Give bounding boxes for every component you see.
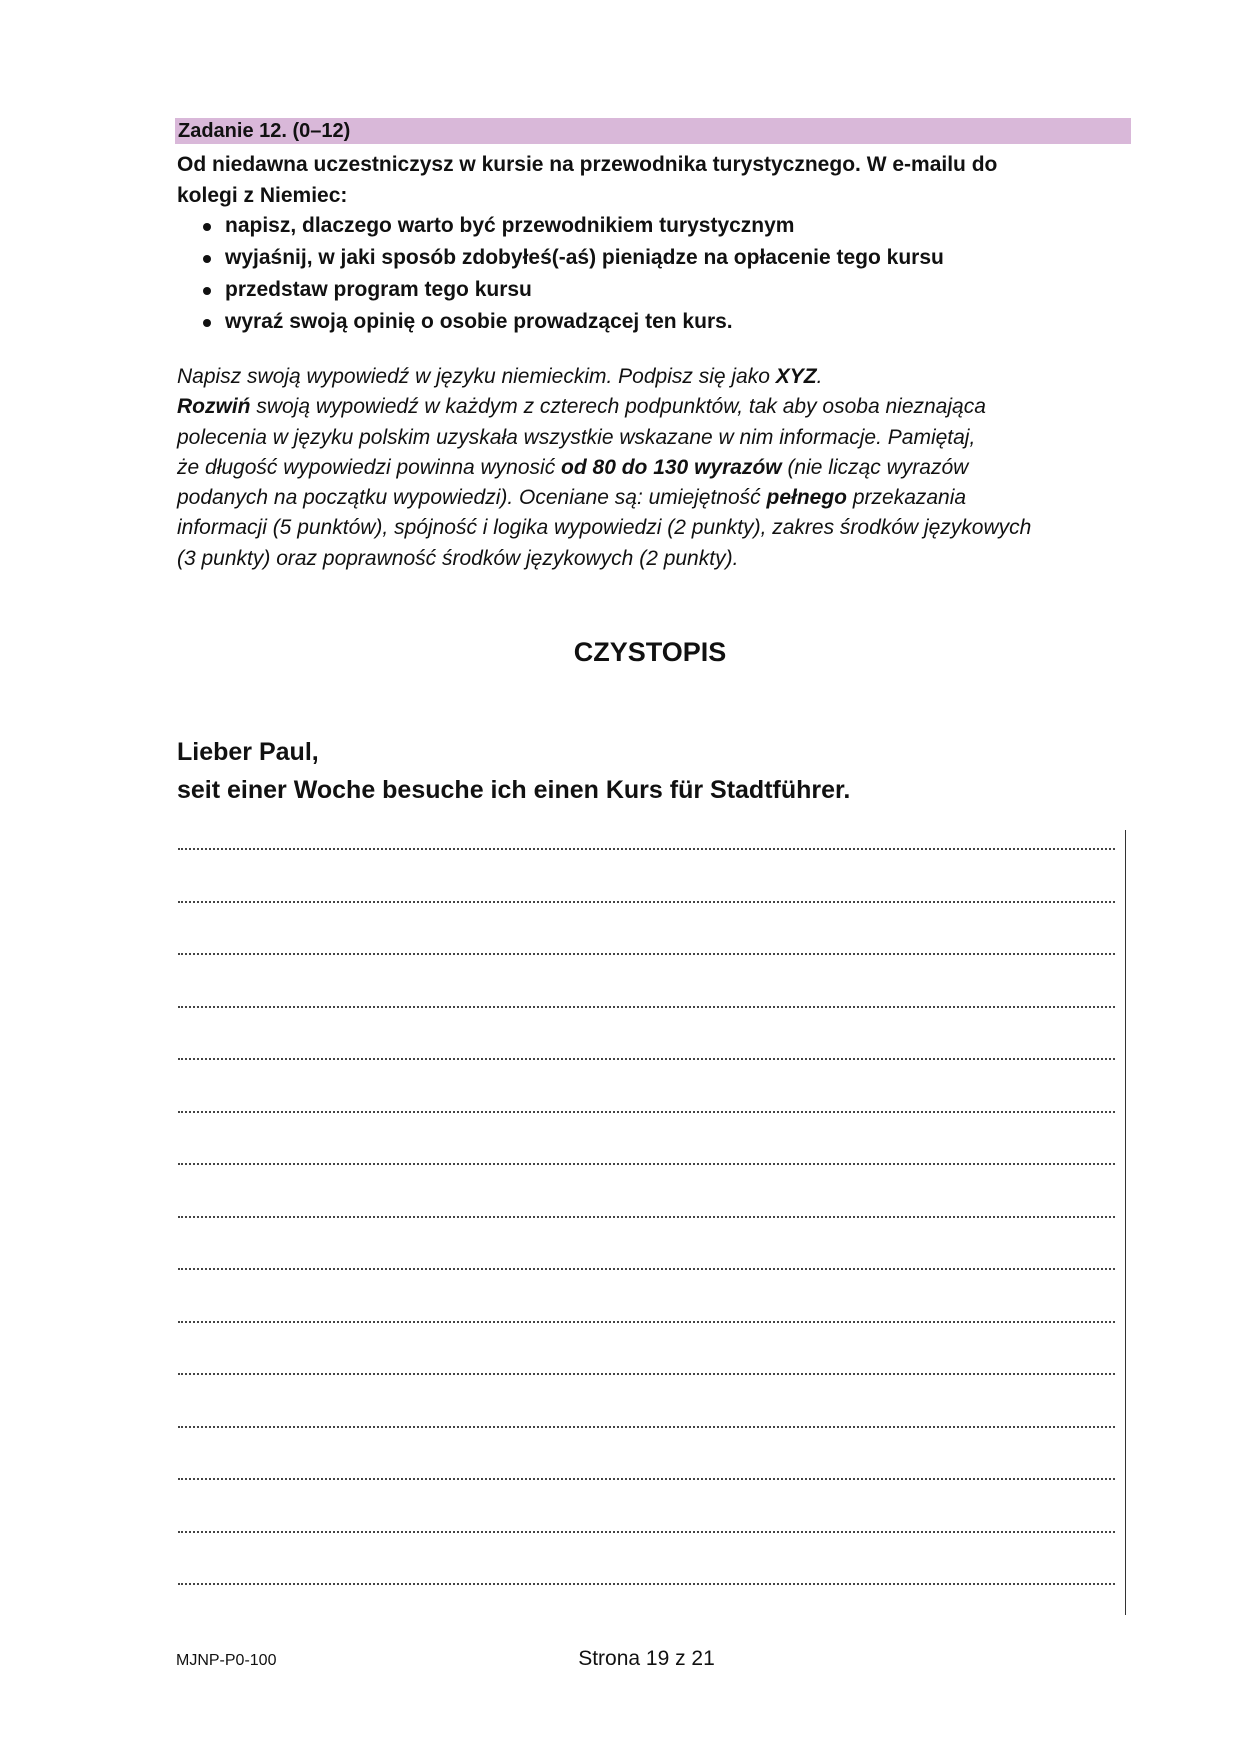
instructions-emphasis: Rozwiń [177,395,251,419]
instructions-text: swoją wypowiedź w każdym z czterech podpunktów, tak aby osoba nieznająca [250,395,986,419]
answer-line[interactable] [178,1163,1115,1165]
instructions-line: (3 punkty) oraz poprawność środków językowych (2 punkty). [177,546,739,570]
task-bullet-item [177,306,1127,338]
answer-line[interactable] [178,1111,1115,1113]
task-bullet-list [177,210,1127,338]
task-intro-line-1: Od niedawna uczestniczysz w kursie na przewodnika turystycznego. W e-mailu do [177,153,998,176]
task-bullet-item [177,274,1127,306]
task-intro [177,149,1127,211]
answer-line[interactable] [178,1531,1115,1533]
bullet-dot-icon [203,255,211,263]
instructions-line [177,392,1137,422]
bullet-dot-icon [203,223,211,231]
instructions-paragraph [177,362,1137,574]
instructions-line: polecenia w języku polskim uzyskała wszystkie wskazane w nim informacje. Pamiętaj, [177,425,976,449]
task-bullet-text: napisz, dlaczego warto być przewodnikiem turystycznym [225,214,795,237]
task-bullet-text: wyraź swoją opinię o osobie prowadzącej ten kurs. [225,310,733,333]
instructions-text: przekazania [847,486,967,510]
answer-line[interactable] [178,1216,1115,1218]
signature-code: XYZ [775,365,817,388]
margin-divider [1125,830,1126,1615]
answer-line[interactable] [178,1058,1115,1060]
letter-opening [177,733,1137,809]
task-header [175,118,1131,144]
task-bullet-item [177,242,1127,274]
answer-line[interactable] [178,901,1115,903]
instructions-text: (nie licząc wyrazów [781,455,969,479]
task-bullet-text: wyjaśnij, w jaki sposób zdobyłeś(-aś) pieniądze na opłacenie tego kursu [225,246,944,269]
answer-line[interactable] [178,1268,1115,1270]
exam-code: MJNP-P0-100 [176,1652,277,1669]
instructions-emphasis: pełnego [766,486,848,510]
instructions-line [177,453,1137,483]
task-header-label: Zadanie 12. (0–12) [178,120,351,142]
answer-line[interactable] [178,953,1115,955]
instructions-line [177,362,1137,392]
answer-line[interactable] [178,1426,1115,1428]
task-bullet-item [177,210,1127,242]
instructions-text: Napisz swoją wypowiedź w języku niemieckim. Podpisz się jako [177,365,776,388]
word-count-requirement: od 80 do 130 wyrazów [561,455,782,479]
page-number: Strona 19 z 21 [578,1647,715,1670]
instructions-line: informacji (5 punktów), spójność i logika wypowiedzi (2 punkty), zakres środków językowych [177,516,1032,540]
letter-first-line: seit einer Woche besuche ich einen Kurs für Stadtführer. [177,776,851,804]
answer-line[interactable] [178,1373,1115,1375]
instructions-line [177,483,1137,513]
section-title: CZYSTOPIS [573,637,727,667]
instructions-text: . [816,365,823,388]
instructions-text: podanych na początku wypowiedzi). Oceniane są: umiejętność [177,486,767,510]
answer-line[interactable] [178,1321,1115,1323]
bullet-dot-icon [203,287,211,295]
task-intro-line-2: kolegi z Niemiec: [177,184,348,207]
answer-line[interactable] [178,1478,1115,1480]
task-bullet-text: przedstaw program tego kursu [225,278,532,301]
answer-line[interactable] [178,848,1115,850]
answer-line[interactable] [178,1006,1115,1008]
letter-greeting: Lieber Paul, [177,738,319,766]
answer-line[interactable] [178,1583,1115,1585]
instructions-text: że długość wypowiedzi powinna wynosić [177,455,562,479]
bullet-dot-icon [203,319,211,327]
